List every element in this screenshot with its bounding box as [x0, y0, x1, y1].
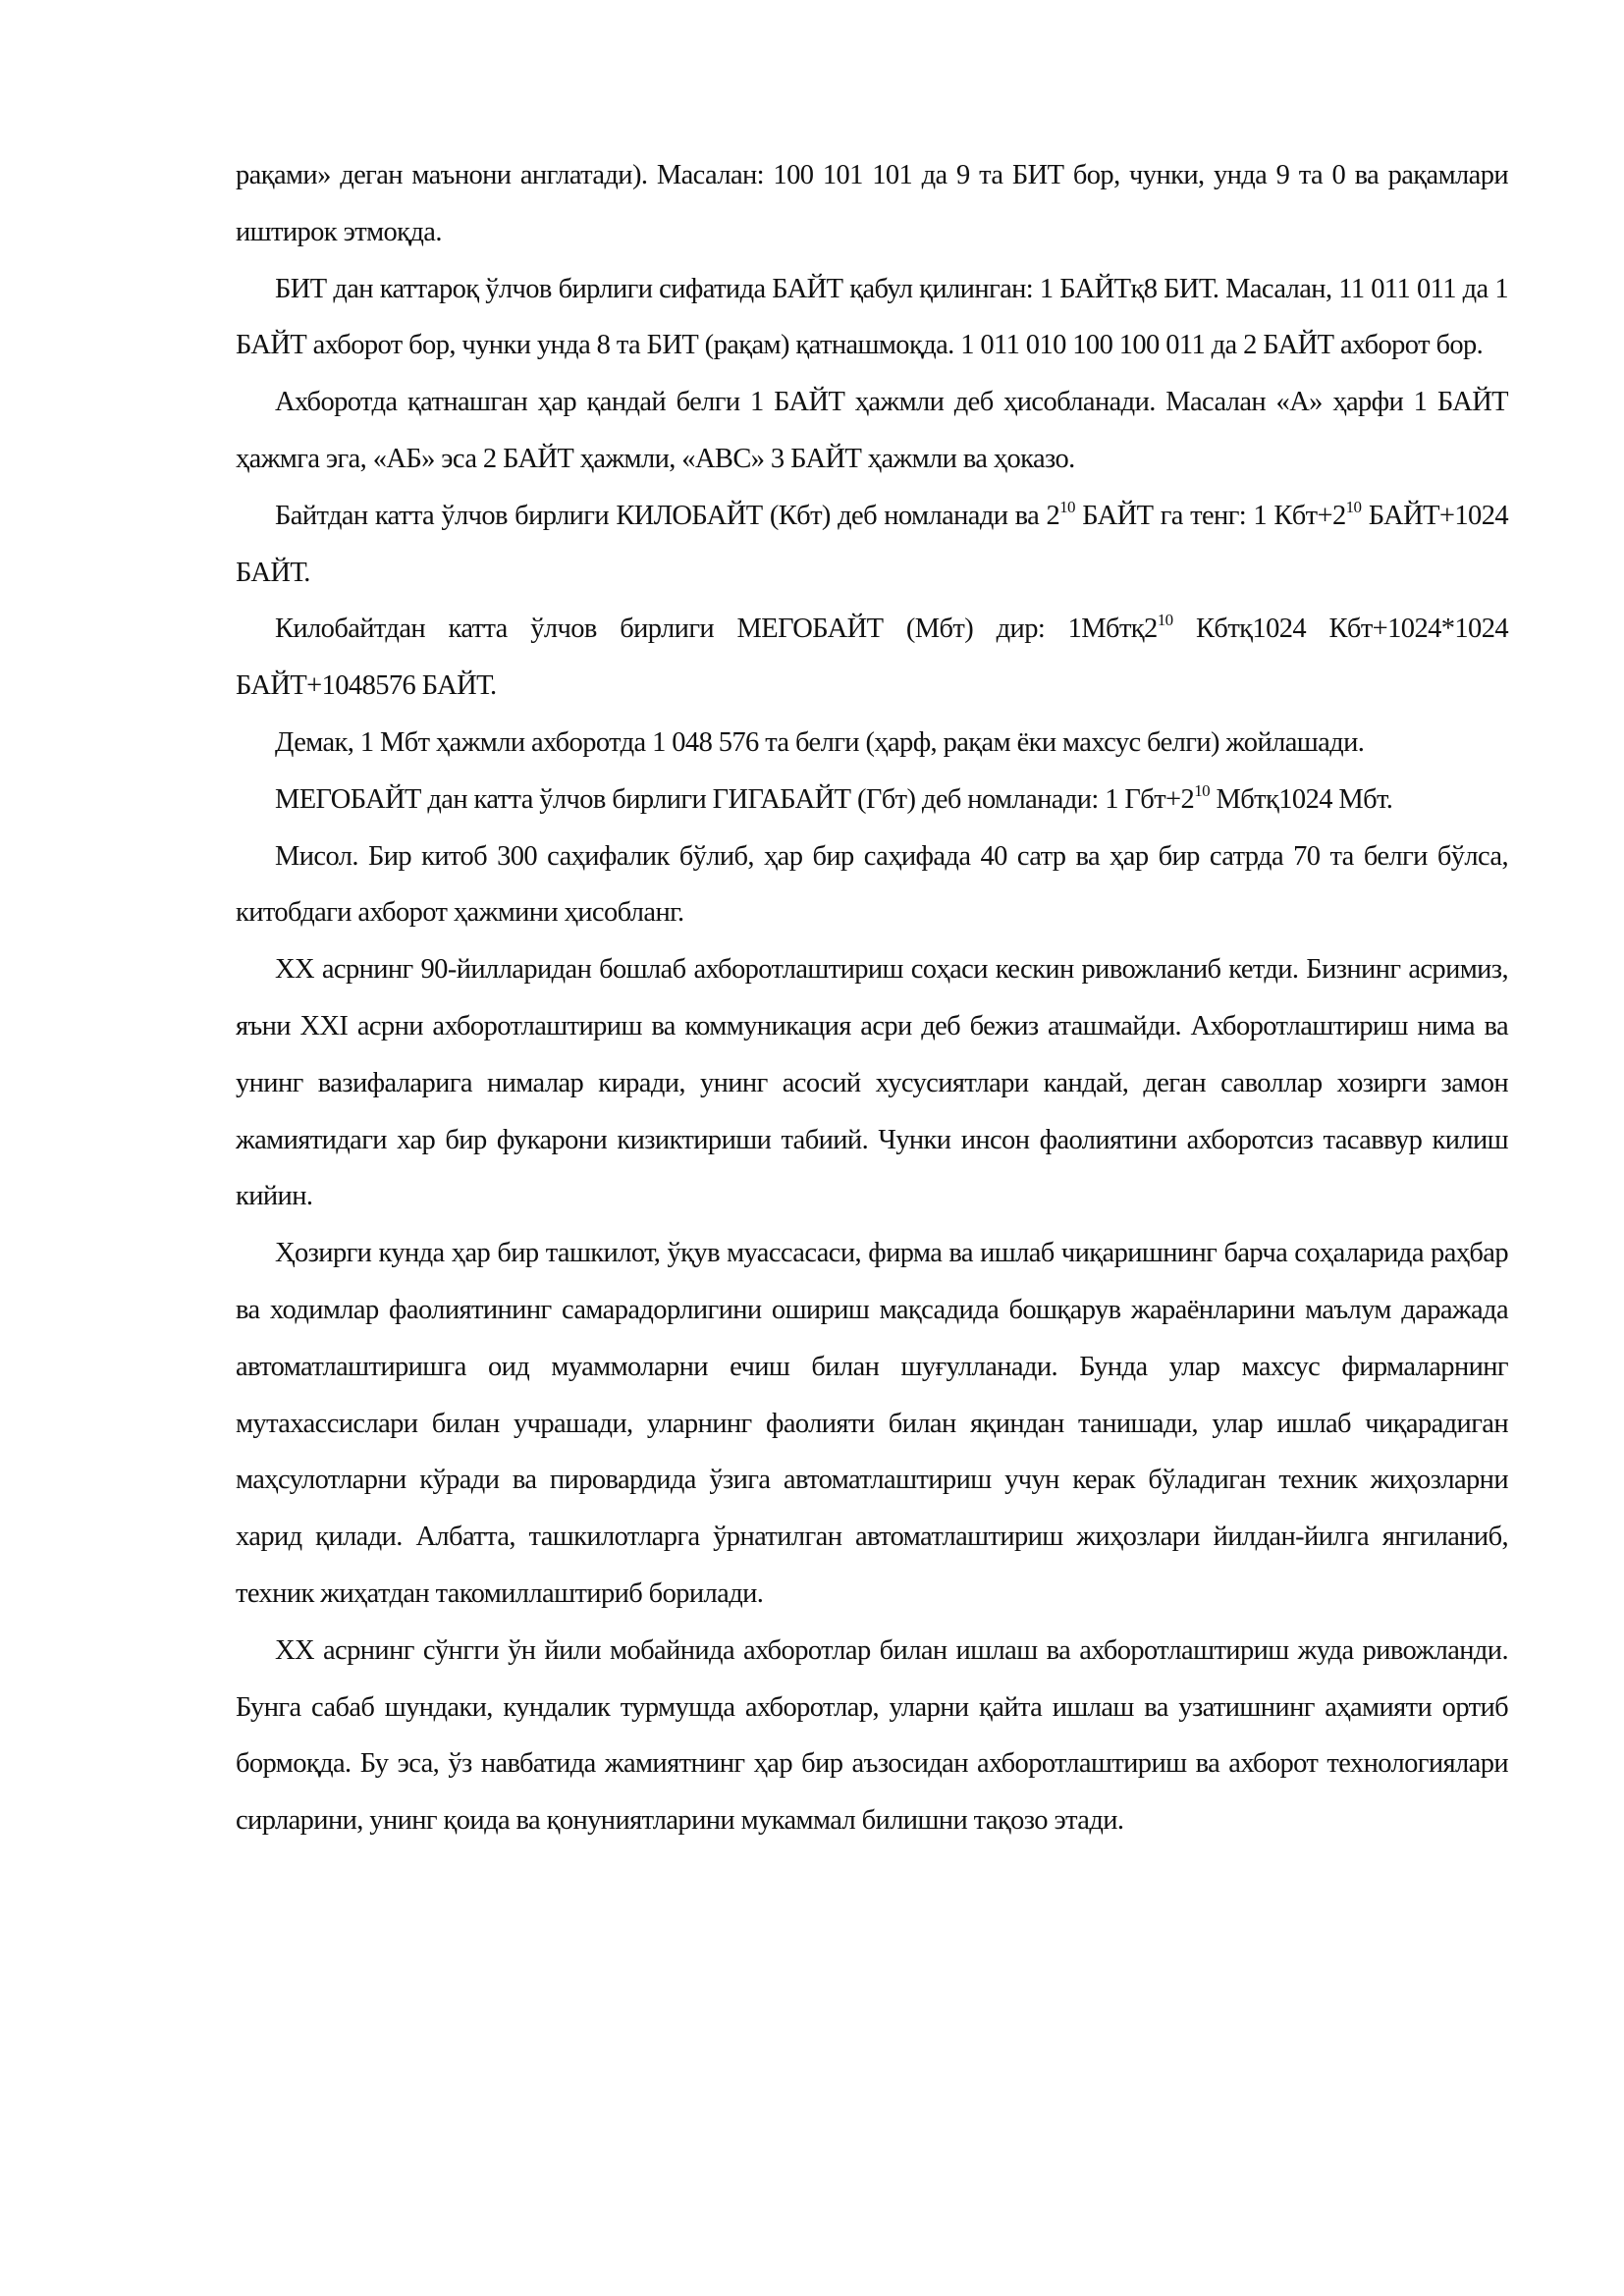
paragraph-character-size: Ахборотда қатнашган ҳар қандай белги 1 БАЙТ ҳажмли деб ҳисобланади. Масалан «А» ҳарфи 1 БАЙТ ҳажмга эга, «АБ» эса 2 БАЙТ ҳажмли, «АВС» 3 БАЙТ ҳажмли ва ҳоказо.: [236, 387, 1508, 474]
megabyte-text-2: Кбтқ1024 Кбт+1024*1024 БАЙТ+1048576 БАЙТ.: [236, 614, 1509, 702]
gigabyte-text-1: МЕГОБАЙТ дан катта ўлчов бирлиги ГИГАБАЙТ (Гбт) деб номланади: 1 Гбт+2: [275, 783, 1195, 815]
megabyte-exponent: 10: [1157, 611, 1173, 630]
document-page: [236, 147, 1508, 1849]
kilobyte-exponent-2: 10: [1345, 497, 1362, 516]
paragraph-example: Мисол. Бир китоб 300 саҳифалик бўлиб, ҳар бир саҳифада 40 сатр ва ҳар бир сатрда 70 та белги бўлса, китобдаги ахборот ҳажмини ҳисобланг.: [236, 840, 1508, 929]
paragraph-megabyte: [236, 601, 1508, 715]
gigabyte-exponent: 10: [1194, 780, 1210, 800]
kilobyte-exponent-1: 10: [1059, 497, 1075, 516]
kilobyte-text-3: БАЙТ+1024 БАЙТ.: [236, 500, 1508, 588]
paragraph-organizations: Ҳозирги кунда ҳар бир ташкилот, ўқув муассасаси, фирма ва ишлаб чиқаришнинг барча соҳаларида раҳбар ва ходимлар фаолиятининг самарадорлигини ошириш мақсадида бошқарув жараёнларини маълум даражада автоматлаштиришга оид муаммоларни ечиш билан шуғулланади. Бунда улар махсус фирмаларнинг мутахассислари билан учрашади, уларнинг фаолияти билан яқиндан танишади, улар ишлаб чиқарадиган маҳсулотларни кўради ва пировардида ўзига автоматлаштириш учун керак бўладиган техник жиҳозларни харид қилади. Албатта, ташкилотларга ўрнатилган автоматлаштириш жиҳозлари йилдан-йилга янгиланиб, техник жиҳатдан такомиллаштириб борилади.: [236, 1238, 1508, 1609]
paragraph-last-decade: ХХ асрнинг сўнгги ўн йили мобайнида ахборотлар билан ишлаш ва ахборотлаштириш жуда ривожланди. Бунга сабаб шундаки, кундалик турмушда ахборотлар, уларни қайта ишлаш ва узатишнинг аҳамияти ортиб бормоқда. Бу эса, ўз навбатида жамиятнинг ҳар бир аъзосидан ахборотлаштириш ва ахборот технологиялари сирларини, унинг қоида ва қонуниятларини мукаммал билишни тақозо этади.: [236, 1634, 1508, 1837]
megabyte-text-1: Килобайтдан катта ўлчов бирлиги МЕГОБАЙТ (Мбт) дир: 1Мбтқ2: [275, 614, 1158, 645]
kilobyte-text-1: Байтдан катта ўлчов бирлиги КИЛОБАЙТ (Кбт) деб номланади ва 2: [275, 500, 1060, 531]
paragraph-kilobyte: [236, 488, 1508, 602]
paragraph-gigabyte: [236, 772, 1508, 828]
kilobyte-text-2: БАЙТ га тенг: 1 Кбт+2: [1074, 500, 1346, 531]
paragraph-megabyte-characters: Демак, 1 Мбт ҳажмли ахборотда 1 048 576 та белги (ҳарф, рақам ёки махсус белги) жойлашади.: [275, 726, 1365, 758]
gigabyte-text-2: Мбтқ1024 Мбт.: [1210, 783, 1393, 815]
paragraph-byte-definition: БИТ дан каттароқ ўлчов бирлиги сифатида БАЙТ қабул қилинган: 1 БАЙТқ8 БИТ. Масалан, 11 011 011 да 1 БАЙТ ахборот бор, чунки унда 8 та БИТ (рақам) қатнашмоқда. 1 011 010 100 100 011 да 2 БАЙТ ахборот бор.: [236, 273, 1508, 361]
paragraph-bit-definition: рақами» деган маънони англатади). Масалан: 100 101 101 да 9 та БИТ бор, чунки, унда 9 та 0 ва рақамлари иштирок этмоқда.: [236, 160, 1508, 247]
paragraph-informatization-history: ХХ асрнинг 90-йилларидан бошлаб ахборотлаштириш соҳаси кескин ривожланиб кетди. Бизнинг асримиз, яъни XXI асрни ахборотлаштириш ва коммуникация асри деб бежиз аташмайди. Ахборотлаштириш нима ва унинг вазифаларига нималар киради, унинг асосий хусусиятлари кандай, деган саволлар хозирги замон жамиятидаги хар бир фукарони кизиктириши табиий. Чунки инсон фаолиятини ахборотсиз тасаввур килиш кийин.: [236, 954, 1508, 1212]
